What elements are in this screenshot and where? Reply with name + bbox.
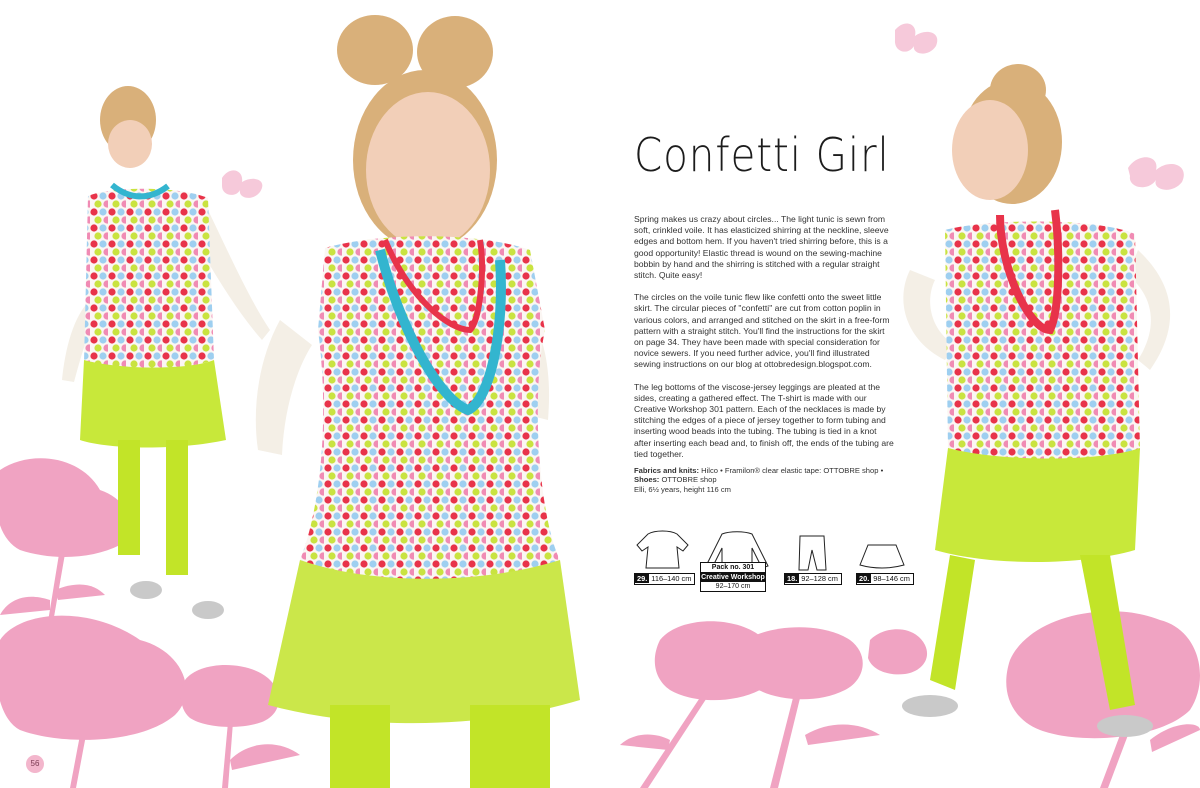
pattern-number: 20.: [859, 574, 870, 583]
fabrics-value: Hilco • Framilon® clear elastic tape: OTTOBRE shop •: [701, 466, 884, 475]
pattern-number: 29.: [637, 574, 648, 583]
shoes-value: OTTOBRE shop: [661, 475, 717, 485]
fabrics-label: Fabrics and knits:: [634, 466, 699, 475]
fabrics-credit: [634, 466, 896, 475]
pack-label: [700, 562, 766, 592]
pack-number: Pack no. 301: [700, 562, 766, 573]
model-credit: Elli, 6½ years, height 116 cm: [634, 484, 731, 494]
girl-center-figure: [256, 15, 580, 788]
pack-name: Creative Workshop: [701, 574, 765, 581]
article-paragraph: The circles on the voile tunic flew like confetti onto the sweet little skirt. The circular pieces of "confetti" are cut from cotton poplin in various colors, and arranged and stitched on the skirt in a free-form pattern with a straight stitch. You'll find the instructions for the skirt on page 34. They have been made with special consideration for novice sewers. If you need further advice, you'll find illustrated sewing instructions on our blog at ottobredesign.blogspot.com.: [634, 292, 890, 370]
pattern-size-tag: [784, 573, 842, 585]
article-body: [634, 214, 896, 471]
pattern-size-range: 116–140 cm: [651, 574, 692, 583]
pattern-size-tag: [634, 573, 695, 585]
pattern-size-tag: [856, 573, 914, 585]
pattern-number: 18.: [787, 574, 798, 583]
article-paragraph: The leg bottoms of the viscose-jersey leggings are pleated at the sides, creating a gathered effect. The T-shirt is made with our Creative Workshop 301 pattern. Each of the necklaces is made by stitching the edges of a piece of jersey together to form tubing and inserting wood beads into the tubing. The tubing is tied in a knot after inserting each bead and, to finish off, the ends of the tubing are tied together.: [634, 381, 894, 459]
pattern-size-list: [634, 530, 914, 594]
article-paragraph: Spring makes us crazy about circles... The light tunic is sewn from soft, crinkled voile. It has elasticized shirring at the neckline, sleeve edges and bottom hem. If you haven't tried shirring before, this is a good opportunity! Elastic thread is wound on the sewing-machine bobbin by hand and the shirring is stitched with a regular straight stitch. Quite easy!: [634, 214, 889, 281]
credits-block: [634, 466, 896, 494]
pattern-size-range: 98–146 cm: [873, 574, 910, 583]
page-number: 56: [26, 755, 44, 773]
article-title: Confetti Girl: [634, 128, 890, 182]
shoes-credit: [634, 475, 896, 484]
pattern-size-range: 92–128 cm: [801, 574, 838, 583]
pack-size-range: 92–170 cm: [700, 582, 766, 592]
shoes-label: Shoes:: [634, 475, 660, 485]
